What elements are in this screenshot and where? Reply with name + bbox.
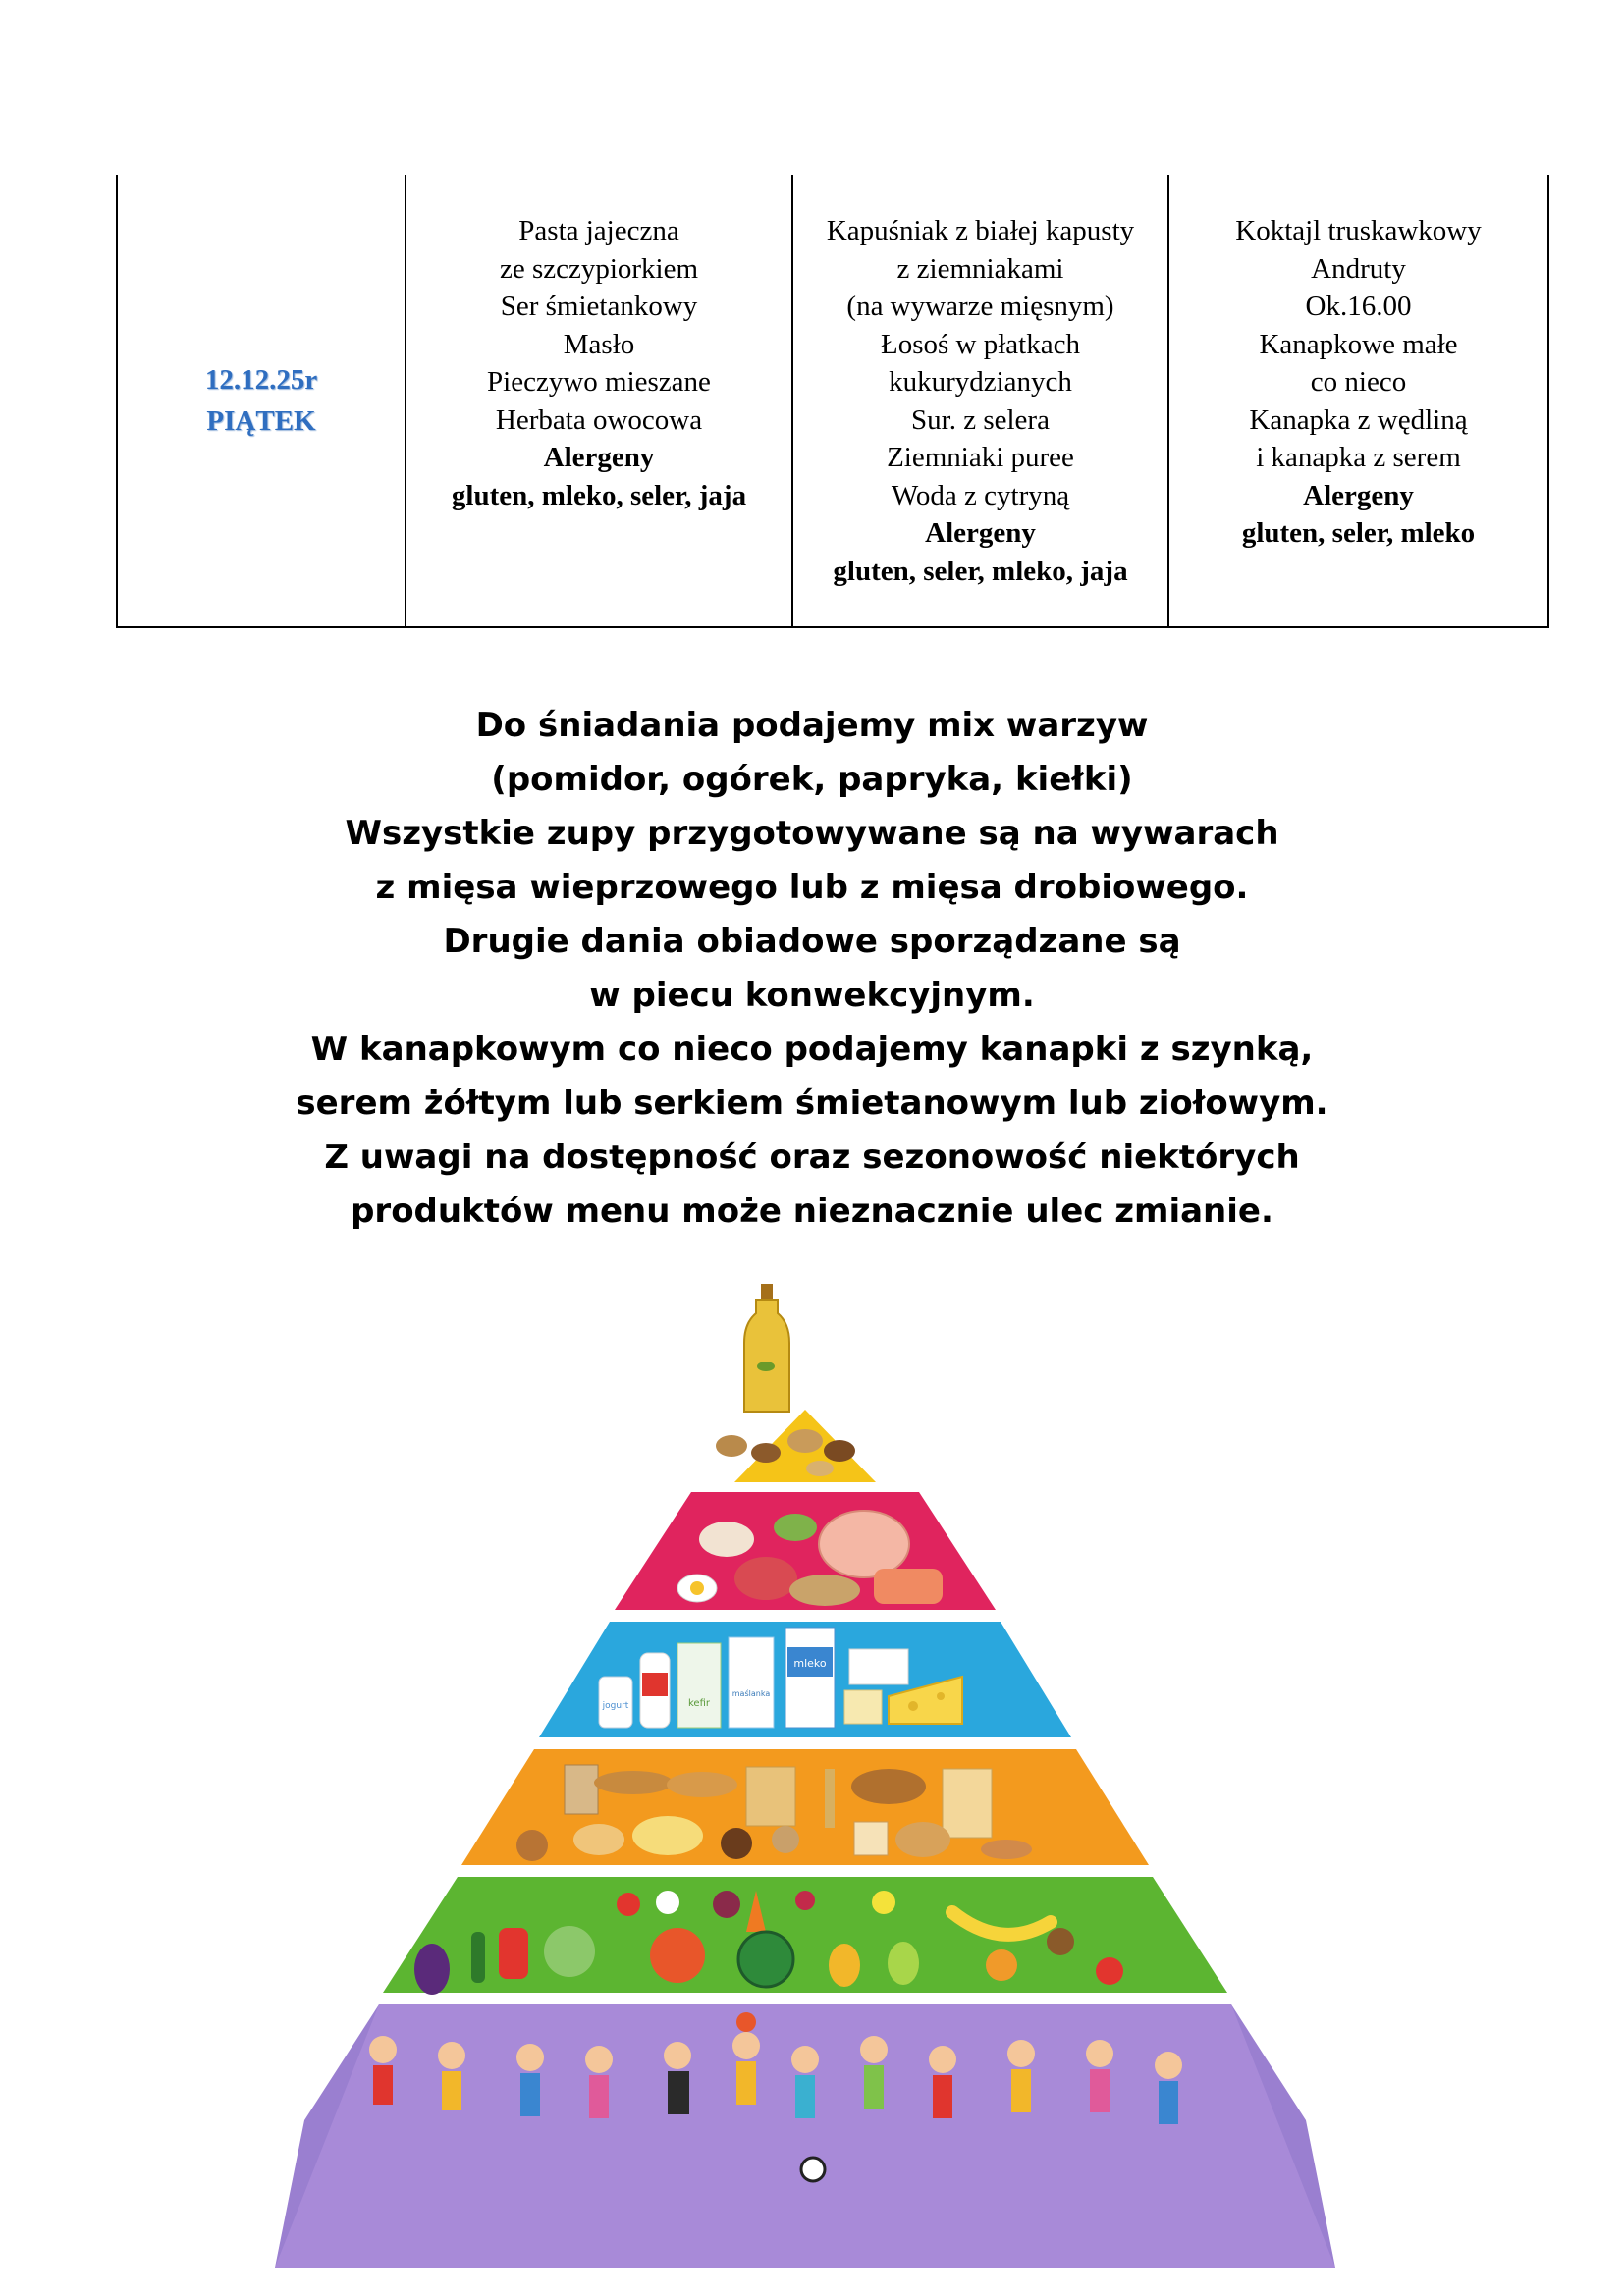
snack-item: Ok.16.00 xyxy=(1305,291,1412,322)
note-line: z mięsa wieprzowego lub z mięsa drobiowego. xyxy=(375,868,1249,907)
lunch-item: Kapuśniak z białej kapusty xyxy=(826,215,1135,246)
pyramid-level-activity xyxy=(275,2004,1335,2268)
porridge-bowl-icon xyxy=(632,1816,703,1855)
cottage-cheese-icon xyxy=(849,1649,908,1684)
pyramid-level-dairy xyxy=(539,1622,1071,1737)
breakfast-cell xyxy=(406,175,792,627)
maslanka-label: maślanka xyxy=(731,1689,771,1698)
kefir-carton-icon xyxy=(677,1643,721,1728)
snack-item: Koktajl truskawkowy xyxy=(1235,215,1482,246)
wheat-ear-icon xyxy=(825,1769,835,1828)
snack-cell xyxy=(1168,175,1548,627)
egg-yolk-icon xyxy=(690,1581,704,1595)
nut-icon xyxy=(716,1435,747,1457)
raspberry-icon xyxy=(795,1891,815,1910)
lunch-item: z ziemniakami xyxy=(896,252,1064,285)
lunch-item: kukurydzianych xyxy=(889,366,1072,398)
snack-item: i kanapka z serem xyxy=(1256,442,1461,473)
apple-icon xyxy=(1096,1957,1123,1985)
lunch-allergens-title: Alergeny xyxy=(925,517,1036,549)
orange-icon xyxy=(986,1949,1017,1981)
chicken-icon xyxy=(819,1511,909,1577)
lunch-item: Łosoś w płatkach xyxy=(881,328,1080,360)
breakfast-allergens-title: Alergeny xyxy=(543,442,655,473)
kiwi-icon xyxy=(1047,1928,1074,1955)
note-line: Wszystkie zupy przygotowywane są na wywarach xyxy=(345,814,1279,853)
nut-icon xyxy=(751,1443,781,1463)
lunch-item: (na wywarze mięsnym) xyxy=(846,291,1114,322)
note-line: Drugie dania obiadowe sporządzane są xyxy=(443,922,1181,961)
snack-item: Andruty xyxy=(1311,252,1406,285)
menu-notes xyxy=(0,699,1624,1239)
pyramid-level-grains xyxy=(461,1749,1149,1865)
green-pear-icon xyxy=(888,1942,919,1985)
cheese-hole-icon xyxy=(908,1701,918,1711)
eggplant-icon xyxy=(414,1944,450,1995)
breakfast-item: Herbata owocowa xyxy=(495,403,703,436)
fish-icon xyxy=(789,1575,860,1606)
pear-icon xyxy=(829,1944,860,1987)
spaghetti-icon xyxy=(943,1769,992,1838)
ham-icon xyxy=(734,1557,797,1600)
olive-leaf-icon xyxy=(757,1362,775,1371)
lunch-item: Sur. z selera xyxy=(911,403,1050,436)
oil-bottle-cap-icon xyxy=(761,1284,773,1300)
snack-item: co nieco xyxy=(1310,366,1407,398)
pyramid-level-oils xyxy=(716,1284,876,1482)
butter-icon xyxy=(844,1690,882,1724)
bread-icon xyxy=(895,1822,950,1857)
watermelon-icon xyxy=(738,1932,793,1987)
pepper-icon xyxy=(499,1928,528,1979)
walnut-icon xyxy=(787,1429,823,1453)
food-pyramid-illustration xyxy=(275,1284,1335,2268)
note-line: Z uwagi na dostępność oraz sezonowość niektórych xyxy=(324,1138,1300,1177)
lunch-item: Ziemniaki puree xyxy=(887,442,1074,473)
snack-allergens: gluten, seler, mleko xyxy=(1241,517,1476,549)
note-line: Do śniadania podajemy mix warzyw xyxy=(475,706,1149,745)
snack-item: Kanapkowe małe xyxy=(1259,328,1458,360)
flour-bag-icon xyxy=(565,1765,598,1814)
salmon-icon xyxy=(874,1569,943,1604)
potato-icon xyxy=(772,1826,799,1853)
cabbage-icon xyxy=(544,1926,595,1977)
cracker-icon xyxy=(573,1824,624,1855)
crackers-icon xyxy=(981,1840,1032,1859)
almond-icon xyxy=(806,1461,834,1476)
baguette-icon xyxy=(594,1771,673,1794)
tomato-icon xyxy=(617,1893,640,1916)
peas-icon xyxy=(774,1514,817,1541)
bread-roll-icon xyxy=(667,1772,737,1797)
lunch-allergens: gluten, seler, mleko, jaja xyxy=(833,555,1128,587)
note-line: w piecu konwekcyjnym. xyxy=(589,976,1035,1015)
breakfast-item: Masło xyxy=(563,328,635,360)
oil-bottle-icon xyxy=(744,1300,789,1412)
snack-allergens-title: Alergeny xyxy=(1303,479,1414,511)
lemon-icon xyxy=(872,1891,895,1914)
loaf-icon xyxy=(851,1769,926,1804)
breakfast-item: Pasta jajeczna xyxy=(518,215,679,246)
cucumber-icon xyxy=(471,1932,485,1983)
breakfast-item: Pieczywo mieszane xyxy=(487,366,711,398)
breakfast-item: ze szczypiorkiem xyxy=(499,252,699,285)
note-line: (pomidor, ogórek, papryka, kiełki) xyxy=(491,760,1133,799)
pumpkin-icon xyxy=(650,1928,705,1983)
day-date: 12.12.25r xyxy=(204,364,318,396)
breakfast-item: Ser śmietankowy xyxy=(500,291,698,322)
snack-item: Kanapka z wędliną xyxy=(1249,403,1468,436)
milk-label: mleko xyxy=(793,1657,827,1670)
bagel-icon xyxy=(516,1830,548,1861)
cheese-hole-icon xyxy=(937,1692,945,1700)
pasta-icon xyxy=(746,1767,795,1826)
note-line: W kanapkowym co nieco podajemy kanapki z szynką, xyxy=(310,1030,1314,1069)
beetroot-icon xyxy=(713,1891,740,1918)
pyramid-level-protein xyxy=(615,1492,996,1610)
activity-band-face xyxy=(275,2004,1335,2268)
buttermilk-carton-icon xyxy=(729,1637,774,1728)
beans-icon xyxy=(699,1522,754,1557)
lunch-item: Woda z cytryną xyxy=(891,479,1070,511)
menu-table xyxy=(116,175,1549,628)
cauliflower-icon xyxy=(656,1891,679,1914)
coffee-bean-icon xyxy=(721,1828,752,1859)
lunch-cell xyxy=(792,175,1168,627)
milk-carton-icon xyxy=(785,1628,835,1728)
yogurt-label: jogurt xyxy=(602,1701,629,1711)
note-line: produktów menu może nieznacznie ulec zmianie. xyxy=(351,1192,1273,1231)
menu-row xyxy=(117,175,1548,627)
bottle-label-icon xyxy=(642,1673,668,1696)
toast-icon xyxy=(854,1822,888,1855)
note-line: serem żółtym lub serkiem śmietanowym lub ziołowym. xyxy=(296,1084,1328,1123)
day-cell xyxy=(117,175,406,627)
breakfast-allergens: gluten, mleko, seler, jaja xyxy=(451,479,747,511)
day-weekday: PIĄTEK xyxy=(206,405,316,437)
pyramid-level-vegetables xyxy=(383,1877,1227,1995)
hazelnut-icon xyxy=(824,1440,855,1462)
kefir-label: kefir xyxy=(688,1698,710,1709)
